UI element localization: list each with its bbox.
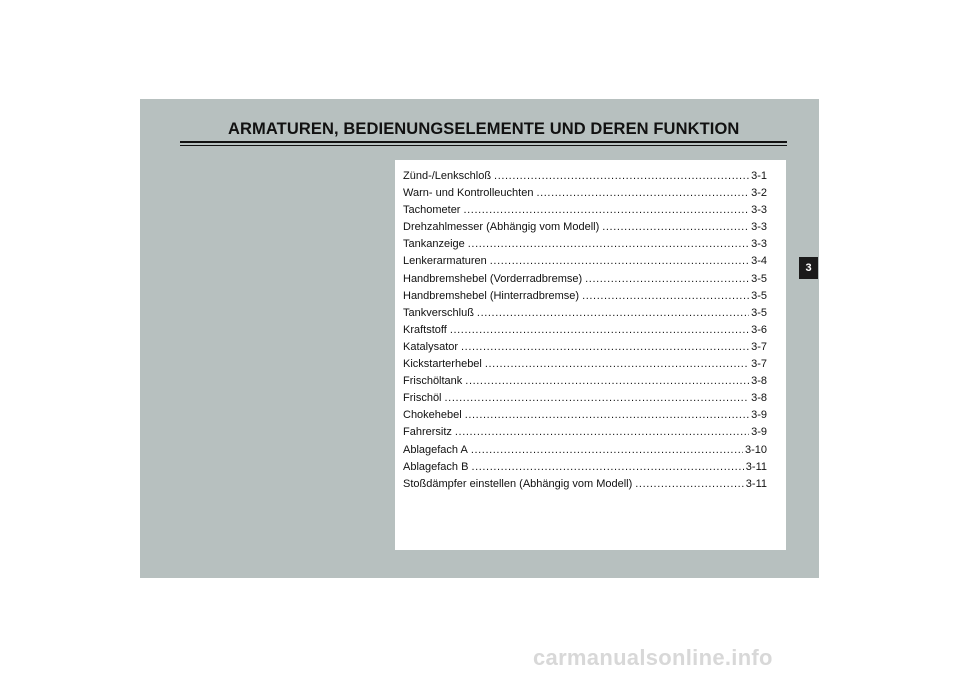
toc-entry[interactable]: [403, 307, 767, 324]
toc-entry-label: Tankanzeige: [403, 238, 465, 251]
chapter-tab-label: 3: [805, 262, 812, 274]
toc-dot-leader: [471, 444, 743, 456]
toc-entry-label: Lenkerarmaturen: [403, 255, 487, 268]
toc-dot-leader: [536, 187, 749, 199]
toc-entry-page: 3-8: [751, 392, 767, 405]
table-of-contents-panel: [395, 160, 786, 550]
toc-entry-label: Drehzahlmesser (Abhängig vom Modell): [403, 221, 600, 234]
toc-entry[interactable]: [403, 204, 767, 221]
watermark: carmanualsonline.info: [533, 645, 773, 670]
toc-entry[interactable]: [403, 392, 767, 409]
toc-entry[interactable]: [403, 478, 767, 495]
toc-dot-leader: [494, 170, 749, 182]
toc-entry[interactable]: [403, 238, 767, 255]
toc-entry-label: Ablagefach B: [403, 460, 469, 473]
toc-entry[interactable]: [403, 187, 767, 204]
toc-dot-leader: [471, 461, 743, 473]
toc-entry-label: Chokehebel: [403, 409, 462, 422]
toc-entry-page: 3-2: [751, 187, 767, 200]
toc-entry-page: 3-5: [751, 289, 767, 302]
toc-entry[interactable]: [403, 444, 767, 461]
toc-entry-label: Tachometer: [403, 204, 461, 217]
toc-entry-label: Handbremshebel (Hinterradbremse): [403, 289, 580, 302]
toc-entry[interactable]: [403, 358, 767, 375]
toc-entry-page: 3-8: [751, 375, 767, 388]
toc-entry-page: 3-7: [751, 340, 767, 353]
toc-entry-label: Kickstarterhebel: [403, 358, 482, 371]
toc-dot-leader: [477, 307, 749, 319]
toc-dot-leader: [445, 392, 750, 404]
toc-dot-leader: [465, 375, 749, 387]
toc-entry-label: Warn- und Kontrolleuchten: [403, 187, 534, 200]
toc-entry-page: 3-3: [751, 221, 767, 234]
toc-entry[interactable]: [403, 409, 767, 426]
chapter-tab[interactable]: [799, 257, 818, 279]
toc-entry[interactable]: [403, 273, 767, 290]
toc-entry-label: Fahrersitz: [403, 426, 452, 439]
chapter-title: ARMATUREN, BEDIENUNGSELEMENTE UND DEREN FUNKTION: [228, 120, 740, 138]
toc-entry-page: 3-1: [751, 170, 767, 182]
toc-dot-leader: [585, 273, 749, 285]
toc-entry-page: 3-11: [745, 477, 767, 490]
toc-entry-page: 3-9: [751, 426, 767, 439]
toc-entry-page: 3-7: [751, 358, 767, 371]
toc-entry-page: 3-5: [751, 272, 767, 285]
toc-entry-label: Stoßdämpfer einstellen (Abhängig vom Modell): [403, 477, 633, 490]
title-underline: [180, 141, 787, 143]
toc-entry[interactable]: [403, 221, 767, 238]
toc-entry[interactable]: [403, 426, 767, 443]
table-of-contents: [403, 170, 767, 495]
toc-entry-page: 3-3: [751, 238, 767, 251]
toc-entry-label: Zünd-/Lenkschloß: [403, 170, 492, 182]
toc-entry-page: 3-9: [751, 409, 767, 422]
toc-entry-label: Handbremshebel (Vorderradbremse): [403, 272, 583, 285]
toc-entry-label: Kraftstoff: [403, 323, 447, 336]
toc-entry-label: Frischöl: [403, 392, 442, 405]
toc-entry[interactable]: [403, 170, 767, 187]
toc-entry-page: 3-10: [744, 443, 767, 456]
toc-entry-page: 3-5: [751, 306, 767, 319]
toc-dot-leader: [485, 358, 749, 370]
toc-entry-page: 3-11: [745, 460, 767, 473]
toc-dot-leader: [463, 204, 749, 216]
toc-dot-leader: [582, 290, 749, 302]
toc-entry-label: Katalysator: [403, 340, 459, 353]
toc-entry-label: Ablagefach A: [403, 443, 468, 456]
toc-entry[interactable]: [403, 461, 767, 478]
toc-entry[interactable]: [403, 375, 767, 392]
toc-dot-leader: [455, 426, 749, 438]
toc-dot-leader: [635, 478, 744, 490]
toc-dot-leader: [468, 238, 749, 250]
toc-entry-page: 3-3: [751, 204, 767, 217]
toc-entry[interactable]: [403, 324, 767, 341]
toc-dot-leader: [465, 409, 749, 421]
toc-entry-page: 3-6: [751, 323, 767, 336]
toc-dot-leader: [602, 221, 749, 233]
toc-entry-label: Frischöltank: [403, 375, 463, 388]
toc-entry[interactable]: [403, 255, 767, 272]
toc-entry[interactable]: [403, 341, 767, 358]
toc-dot-leader: [461, 341, 749, 353]
toc-dot-leader: [490, 255, 749, 267]
toc-entry-page: 3-4: [751, 255, 767, 268]
toc-entry-label: Tankverschluß: [403, 306, 474, 319]
title-underline-thin: [180, 145, 787, 146]
toc-entry[interactable]: [403, 290, 767, 307]
toc-dot-leader: [450, 324, 749, 336]
